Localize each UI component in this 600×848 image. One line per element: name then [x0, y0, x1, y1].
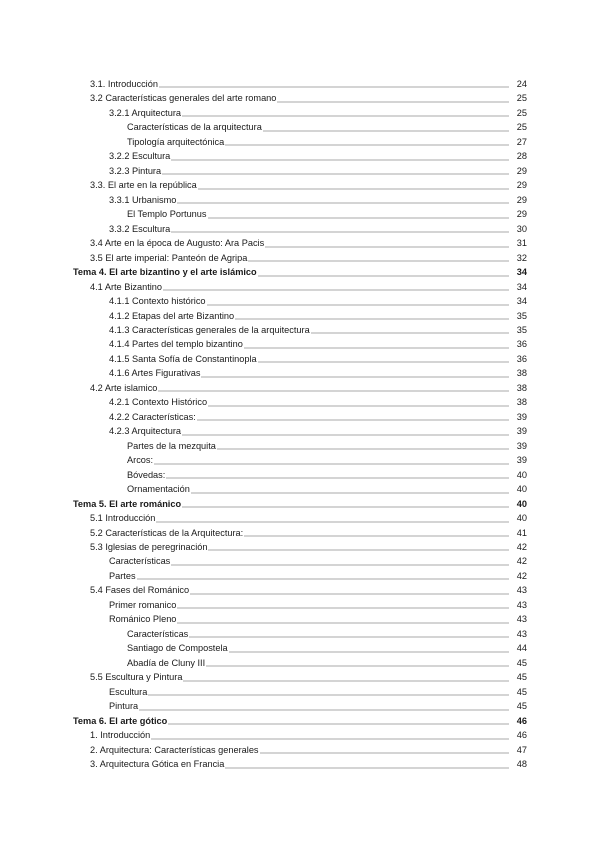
toc-entry-page-number: 28 — [516, 151, 527, 162]
toc-entry-page-number: 36 — [516, 339, 527, 350]
toc-entry-title: Santiago de Compostela — [127, 643, 228, 654]
dot-leader — [148, 688, 509, 696]
toc-entry-title: Románico Pleno — [109, 614, 177, 625]
toc-entry[interactable] — [0, 251, 600, 265]
dot-leader — [263, 124, 509, 132]
toc-entry-page-number: 48 — [516, 759, 527, 770]
dot-leader — [217, 442, 509, 450]
dot-leader — [244, 529, 509, 537]
toc-entry-title: 3.2.1 Arquitectura — [109, 107, 182, 118]
toc-entry[interactable] — [0, 337, 600, 351]
toc-entry-page-number: 29 — [516, 209, 527, 220]
dot-leader — [177, 196, 509, 204]
toc-entry[interactable] — [0, 728, 600, 742]
toc-entry-page-number: 40 — [516, 498, 527, 509]
toc-entry[interactable] — [0, 526, 600, 540]
toc-entry-page-number: 34 — [516, 281, 527, 292]
toc-entry-title: Bóvedas: — [127, 469, 166, 480]
dot-leader — [182, 428, 509, 436]
toc-entry-page-number: 46 — [516, 730, 527, 741]
toc-entry-title: 3.3.2 Escultura — [109, 223, 171, 234]
dot-leader — [235, 312, 509, 320]
toc-entry[interactable] — [0, 77, 600, 91]
dot-leader — [171, 153, 509, 161]
toc-entry-page-number: 40 — [516, 484, 527, 495]
toc-entry[interactable] — [0, 381, 600, 395]
dot-leader — [260, 746, 509, 754]
toc-entry-page-number: 45 — [516, 686, 527, 697]
dot-leader — [189, 630, 509, 638]
toc-entry-title: Ornamentación — [127, 484, 190, 495]
toc-entry-page-number: 25 — [516, 93, 527, 104]
dot-leader — [208, 543, 509, 551]
toc-entry-title: 3.2.2 Escultura — [109, 151, 171, 162]
toc-entry-page-number: 40 — [516, 469, 527, 480]
dot-leader — [206, 659, 509, 667]
toc-entry-title: Características de la arquitectura — [127, 122, 262, 133]
toc-entry[interactable] — [0, 178, 600, 192]
toc-entry-title: Tipología arquitectónica — [127, 136, 225, 147]
toc-entry-page-number: 35 — [516, 324, 527, 335]
toc-entry-title: 4.1.1 Contexto histórico — [109, 296, 206, 307]
toc-entry[interactable] — [0, 656, 600, 670]
toc-entry-page-number: 29 — [516, 165, 527, 176]
toc-entry[interactable] — [0, 91, 600, 105]
toc-entry-title: 5.4 Fases del Románico — [90, 585, 190, 596]
toc-entry-title: Características — [109, 556, 171, 567]
toc-entry[interactable] — [0, 265, 600, 279]
toc-entry-page-number: 45 — [516, 672, 527, 683]
toc-entry-title: Primer romanico — [109, 599, 177, 610]
toc-entry-title: Abadía de Cluny III — [127, 657, 206, 668]
dot-leader — [225, 138, 509, 146]
toc-entry-title: Tema 5. El arte románico — [73, 498, 182, 509]
toc-entry-page-number: 45 — [516, 701, 527, 712]
dot-leader — [225, 761, 509, 769]
toc-entry-title: Tema 6. El arte gótico — [73, 715, 168, 726]
toc-entry-title: 4.1 Arte Bizantino — [90, 281, 163, 292]
toc-entry-page-number: 43 — [516, 599, 527, 610]
toc-entry[interactable] — [0, 598, 600, 612]
dot-leader — [258, 355, 509, 363]
dot-leader — [156, 515, 509, 523]
toc-entry[interactable] — [0, 482, 600, 496]
toc-entry-page-number: 24 — [516, 79, 527, 89]
toc-entry[interactable] — [0, 149, 600, 163]
dot-leader — [229, 645, 509, 653]
toc-entry-page-number: 39 — [516, 440, 527, 451]
toc-entry-title: 4.2.2 Características: — [109, 411, 196, 422]
toc-entry[interactable] — [0, 641, 600, 655]
toc-entry-page-number: 38 — [516, 368, 527, 379]
toc-entry-title: 5.3 Iglesias de peregrinación — [90, 542, 208, 552]
dot-leader — [182, 109, 509, 117]
toc-entry-page-number: 43 — [516, 628, 527, 639]
dot-leader — [207, 298, 509, 306]
toc-entry-page-number: 34 — [516, 296, 527, 307]
toc-entry-title: El Templo Portunus — [127, 209, 207, 220]
toc-entry[interactable] — [0, 757, 600, 771]
toc-entry-title: 4.1.3 Características generales de la arquitectura — [109, 324, 310, 335]
dot-leader — [171, 558, 509, 566]
toc-entry-page-number: 42 — [516, 556, 527, 567]
toc-entry-page-number: 41 — [516, 527, 527, 538]
toc-entry-page-number: 39 — [516, 411, 527, 422]
dot-leader — [258, 269, 509, 277]
toc-entry-title: Escultura — [109, 686, 148, 697]
toc-entry-title: 5.5 Escultura y Pintura — [90, 672, 183, 683]
toc-entry-page-number: 42 — [516, 570, 527, 581]
toc-entry-title: 1. Introducción — [90, 730, 151, 741]
toc-entry[interactable] — [0, 222, 600, 236]
toc-entry-page-number: 34 — [516, 267, 527, 278]
toc-entry-page-number: 44 — [516, 643, 527, 654]
dot-leader — [154, 457, 509, 465]
toc-entry-page-number: 45 — [516, 657, 527, 668]
dot-leader — [208, 399, 509, 407]
toc-entry[interactable] — [0, 323, 600, 337]
dot-leader — [198, 182, 509, 190]
toc-entry-page-number: 36 — [516, 353, 527, 364]
toc-entry-title: Arcos: — [127, 455, 154, 466]
toc-entry[interactable] — [0, 554, 600, 568]
toc-entry-title: 3.3. El arte en la república — [90, 180, 197, 191]
dot-leader — [277, 95, 509, 103]
dot-leader — [183, 674, 509, 682]
toc-entry[interactable] — [0, 164, 600, 178]
toc-entry-title: 5.1 Introducción — [90, 513, 156, 524]
dot-leader — [197, 413, 509, 421]
toc-entry-page-number: 25 — [516, 107, 527, 118]
toc-entry[interactable] — [0, 410, 600, 424]
toc-entry-title: Pintura — [109, 701, 139, 712]
toc-entry-title: 3.3.1 Urbanismo — [109, 194, 177, 205]
toc-entry[interactable] — [0, 627, 600, 641]
toc-entry-page-number: 43 — [516, 614, 527, 625]
toc-entry[interactable] — [0, 540, 600, 554]
toc-entry-title: 4.1.2 Etapas del arte Bizantino — [109, 310, 235, 321]
toc-entry-title: 4.1.6 Artes Figurativas — [109, 368, 201, 379]
toc-entry[interactable] — [0, 497, 600, 511]
toc-entry-title: 4.2.1 Contexto Histórico — [109, 397, 208, 408]
dot-leader — [182, 500, 509, 508]
toc-entry-title: 3.2.3 Pintura — [109, 165, 162, 176]
toc-entry-title: 4.1.5 Santa Sofía de Constantinopla — [109, 353, 257, 364]
toc-entry-page-number: 31 — [516, 238, 527, 249]
toc-entry[interactable] — [0, 135, 600, 149]
dot-leader — [208, 211, 510, 219]
toc-entry-title: 2. Arquitectura: Características generales — [90, 744, 259, 755]
toc-entry[interactable] — [0, 366, 600, 380]
table-of-contents — [0, 77, 600, 772]
toc-entry[interactable] — [0, 439, 600, 453]
toc-entry-page-number: 46 — [516, 715, 527, 726]
toc-entry-title: 4.2.3 Arquitectura — [109, 426, 182, 437]
toc-entry[interactable] — [0, 670, 600, 684]
toc-entry-page-number: 25 — [516, 122, 527, 133]
toc-entry-page-number: 35 — [516, 310, 527, 321]
toc-entry[interactable] — [0, 511, 600, 525]
toc-entry-page-number: 32 — [516, 252, 527, 263]
toc-entry[interactable] — [0, 207, 600, 221]
dot-leader — [171, 225, 509, 233]
toc-entry-title: 3.5 El arte imperial: Panteón de Agripa — [90, 252, 248, 263]
toc-entry-page-number: 40 — [516, 513, 527, 524]
toc-entry-title: Partes de la mezquita — [127, 440, 216, 451]
dot-leader — [139, 703, 509, 711]
dot-leader — [168, 717, 509, 725]
toc-entry[interactable] — [0, 685, 600, 699]
dot-leader — [311, 326, 509, 334]
toc-entry[interactable] — [0, 294, 600, 308]
toc-entry[interactable] — [0, 193, 600, 207]
dot-leader — [248, 254, 509, 262]
toc-entry-page-number: 27 — [516, 136, 527, 147]
toc-entry-page-number: 38 — [516, 382, 527, 393]
toc-entry[interactable] — [0, 569, 600, 583]
toc-entry-page-number: 30 — [516, 223, 527, 234]
toc-entry[interactable] — [0, 714, 600, 728]
dot-leader — [177, 616, 509, 624]
dot-leader — [265, 240, 509, 248]
dot-leader — [158, 384, 509, 392]
toc-entry-title: 3.4 Arte en la época de Augusto: Ara Pacis — [90, 238, 265, 249]
toc-entry-page-number: 29 — [516, 194, 527, 205]
toc-entry[interactable] — [0, 120, 600, 134]
toc-entry[interactable] — [0, 612, 600, 626]
toc-entry[interactable] — [0, 424, 600, 438]
dot-leader — [244, 341, 509, 349]
toc-entry-title: 4.1.4 Partes del templo bizantino — [109, 339, 243, 350]
dot-leader — [163, 283, 509, 291]
toc-entry-title: 3.2 Características generales del arte romano — [90, 93, 277, 104]
toc-entry[interactable] — [0, 468, 600, 482]
toc-entry-title: Características — [127, 628, 189, 639]
toc-entry[interactable] — [0, 743, 600, 757]
toc-entry-title: Tema 4. El arte bizantino y el arte islámico — [73, 267, 257, 278]
toc-entry-page-number: 29 — [516, 180, 527, 191]
toc-entry[interactable] — [0, 453, 600, 467]
toc-entry-page-number: 47 — [516, 744, 527, 755]
toc-entry[interactable] — [0, 352, 600, 366]
toc-entry[interactable] — [0, 280, 600, 294]
toc-entry-page-number: 38 — [516, 397, 527, 408]
toc-entry-title: Partes — [109, 570, 136, 581]
toc-entry-title: 5.2 Características de la Arquitectura: — [90, 527, 244, 538]
dot-leader — [201, 370, 509, 378]
toc-entry[interactable] — [0, 106, 600, 120]
toc-entry[interactable] — [0, 236, 600, 250]
toc-entry-page-number: 42 — [516, 542, 527, 552]
dot-leader — [159, 80, 509, 88]
dot-leader — [177, 601, 509, 609]
dot-leader — [190, 587, 509, 595]
toc-entry-title: 3.1. Introducción — [90, 79, 158, 89]
toc-entry-page-number: 39 — [516, 426, 527, 437]
toc-entry[interactable] — [0, 699, 600, 713]
toc-entry-page-number: 43 — [516, 585, 527, 596]
toc-entry-page-number: 39 — [516, 455, 527, 466]
dot-leader — [191, 486, 509, 494]
dot-leader — [162, 167, 509, 175]
toc-entry[interactable] — [0, 583, 600, 597]
toc-entry-title: 3. Arquitectura Gótica en Francia — [90, 759, 225, 770]
dot-leader — [151, 732, 509, 740]
toc-entry[interactable] — [0, 309, 600, 323]
toc-entry-title: 4.2 Arte islamico — [90, 382, 158, 393]
dot-leader — [137, 572, 509, 580]
dot-leader — [166, 471, 509, 479]
toc-entry[interactable] — [0, 395, 600, 409]
